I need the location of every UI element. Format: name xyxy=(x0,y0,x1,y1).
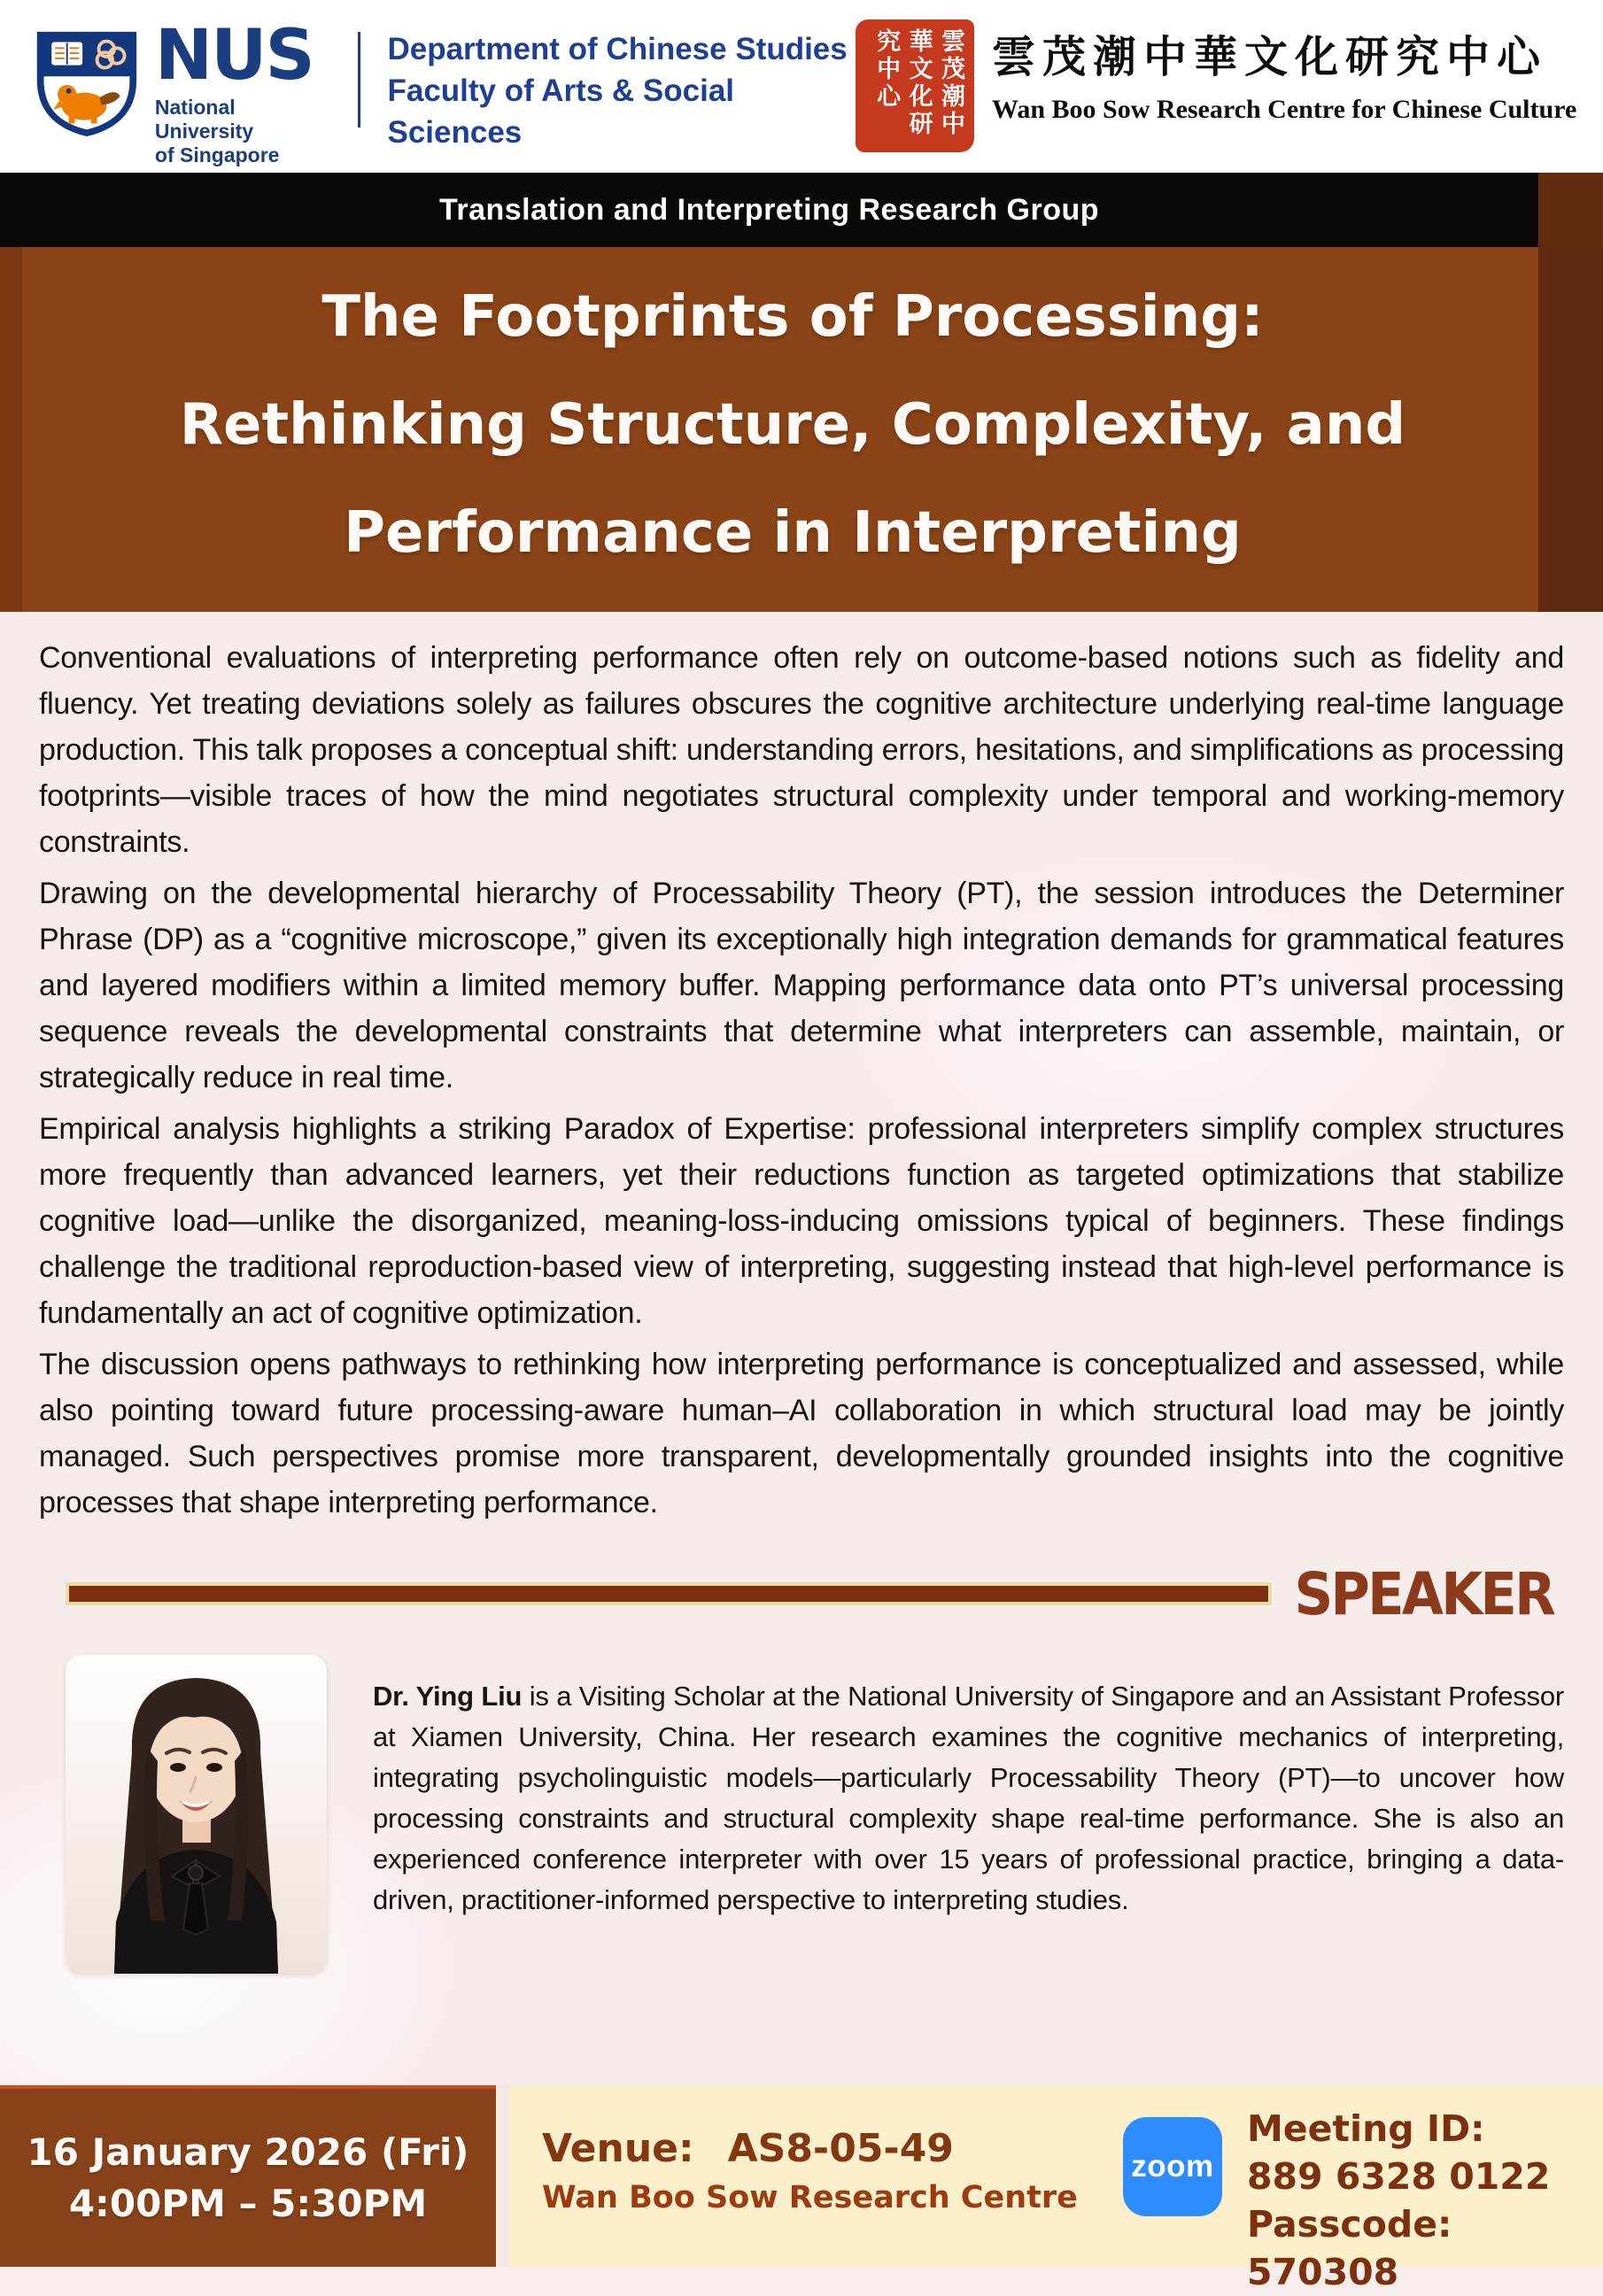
speaker-photo xyxy=(66,1655,327,1974)
centre-seal-icon: 雲茂潮中華文化研究中心 xyxy=(856,19,974,152)
abstract-paragraph-3: Empirical analysis highlights a striking Paradox of Expertise: professional interpreters simplify complex structures more frequently than advanced learners, yet their reductions function as targeted optimizations that stabilize cognitive load—unlike the disorganized, meaning-loss-inducing omissions typical of beginners. These findings challenge the traditional reproduction-based view of interpreting, suggesting instead that high-level performance is fundamentally an act of cognitive optimization. xyxy=(39,1112,1564,1330)
zoom-icon-label: zoom xyxy=(1131,2149,1214,2184)
footer xyxy=(0,2085,1603,2293)
abstract xyxy=(39,635,1564,1526)
talk-title-line1: The Footprints of Processing: xyxy=(321,284,1264,350)
event-date: 16 January 2026 (Fri) xyxy=(27,2130,469,2174)
nus-subtitle-line2: of Singapore xyxy=(154,143,280,166)
research-group-banner-text: Translation and Interpreting Research Group xyxy=(438,192,1100,227)
abstract-paragraph-1: Conventional evaluations of interpreting performance often rely on outcome-based notions such as fidelity and fluency. Yet treating deviations solely as failures obscures the cognitive architecture underlying real-time language production. This talk proposes a conceptual shift: understanding errors, hesitations, and simplifications as processing footprints—visible traces of how the mind negotiates structural complexity under temporal and working-memory constraints. xyxy=(39,641,1564,859)
centre-text-block xyxy=(992,19,1576,126)
right-frame-strip xyxy=(1538,247,1603,612)
header xyxy=(0,0,1603,173)
speaker-bio xyxy=(373,1676,1564,1974)
department-line2: Faculty of Arts & Social Sciences xyxy=(387,73,735,150)
content-area xyxy=(0,612,1603,2085)
speaker-name: Dr. Ying Liu xyxy=(373,1681,523,1712)
centre-name-english: Wan Boo Sow Research Centre for Chinese Culture xyxy=(992,95,1577,124)
header-divider xyxy=(358,32,361,128)
speaker-bio-text: is a Visiting Scholar at the National University of Singapore and an Assistant Professor at Xiamen University, China. Her research examines the cognitive mechanics of interpreting, integrating psycholinguistic models—particularly Processability Theory (PT)—to uncover how processing constraints and structural complexity shape real-time performance. She is also an experienced conference interpreter with over 15 years of professional practice, bringing a data-driven, practitioner-informed perspective to interpreting studies. xyxy=(373,1681,1564,1915)
zoom-app-icon xyxy=(1123,2117,1222,2216)
date-time-box xyxy=(0,2085,496,2267)
nus-acronym: NUS xyxy=(154,16,314,96)
meeting-id-value: 889 6328 0122 xyxy=(1247,2155,1551,2198)
research-group-banner xyxy=(0,173,1538,247)
speaker-portrait-illustration xyxy=(66,1655,327,1974)
meeting-passcode: Passcode: 570308 xyxy=(1247,2203,1452,2293)
speaker-heading: SPEAKER xyxy=(1294,1559,1553,1628)
venue-line xyxy=(542,2126,1078,2171)
nus-wordmark xyxy=(154,16,331,167)
nus-logo xyxy=(31,16,331,167)
centre-name-chinese: 雲茂潮中華文化研究中心 xyxy=(992,34,1548,81)
research-centre-logo xyxy=(856,19,1576,152)
venue-block xyxy=(542,2126,1078,2215)
banner-row xyxy=(0,173,1603,247)
venue-building: Wan Boo Sow Research Centre xyxy=(542,2180,1078,2215)
speaker-section xyxy=(39,1655,1564,1974)
nus-shield-icon xyxy=(31,25,143,142)
talk-title-line3: Performance in Interpreting xyxy=(344,500,1242,566)
meeting-id-label: Meeting ID: xyxy=(1247,2107,1485,2150)
abstract-paragraph-4: The discussion opens pathways to rethinking how interpreting performance is conceptualized and assessed, while also pointing toward future processing-aware human–AI collaboration in which structural load may be jointly managed. Such perspectives promise more transparent, developmentally grounded insights into the cognitive processes that shape interpreting performance. xyxy=(39,1348,1564,1519)
venue-label: Venue: xyxy=(542,2126,694,2171)
abstract-paragraph-2: Drawing on the developmental hierarchy of Processability Theory (PT), the session introduces the Determiner Phrase (DP) as a “cognitive microscope,” given its exceptionally high integration demands for grammatical features and layered modifiers within a limited memory buffer. Mapping performance data onto PT’s universal processing sequence reveals the developmental constraints that determine what interpreters can assemble, maintain, or strategically reduce in real time. xyxy=(39,877,1564,1094)
event-time: 4:00PM – 5:30PM xyxy=(68,2181,428,2225)
speaker-divider-line xyxy=(66,1582,1272,1605)
talk-title-line2: Rethinking Structure, Complexity, and xyxy=(179,392,1406,458)
meeting-info-block xyxy=(1247,2105,1603,2296)
venue-value: AS8-05-49 xyxy=(727,2126,954,2171)
speaker-heading-row xyxy=(39,1556,1564,1632)
title-section xyxy=(0,247,1603,612)
department-line1: Department of Chinese Studies xyxy=(387,32,848,66)
footer-seam-divider xyxy=(496,2085,509,2267)
nus-subtitle-line1: National University xyxy=(154,96,254,143)
department-block xyxy=(387,28,856,153)
left-frame-strip xyxy=(0,247,22,612)
